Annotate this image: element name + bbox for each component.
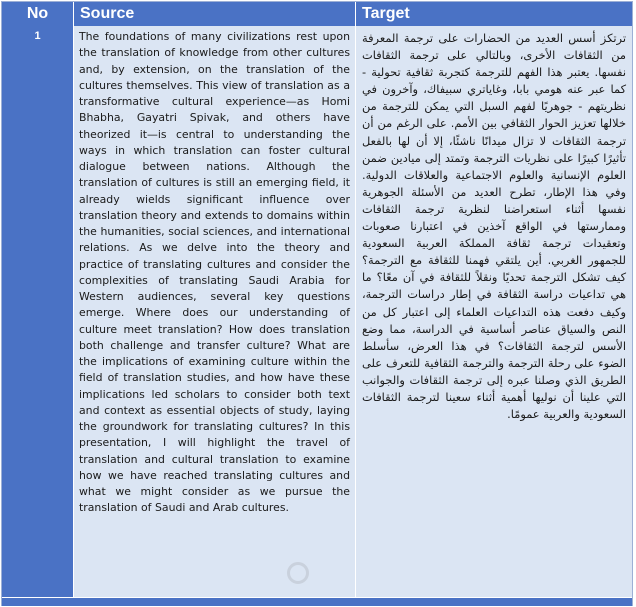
- header-source: Source: [74, 2, 356, 26]
- translation-table: [1, 1, 633, 606]
- next-row-edge: [2, 597, 632, 606]
- target-text-cell: ترتكز أسس العديد من الحضارات على ترجمة المعرفة من الثقافات الأخرى، وبالتالي على ترجمة الثقافات نفسها. يعتبر هذا الفهم للترجمة كتجربة ثقافية تحولية - كما عبر عنه هومي بابا، وغاياتري سبيفاك، وآخرون في نظريتهم - جوهريًا لفهم السبل التي يمكن للترجمة من خلالها تعزيز الحوار الثقافي بين الأمم. على الرغم من أن ترجمة الثقافات لا تزال ميدانًا ناشئًا، إلا أن لها بالفعل تأثيرًا كبيرًا على نظريات الترجمة وتمتد إلى ميادين ضمن العلوم الإنسانية والعلوم الاجتماعية والعلاقات الدولية. وفي هذا الإطار، تطرح العديد من الأسئلة الجوهرية نفسها أثناء استعراضنا لنظرية ترجمة الثقافات وممارستها في الواقع آخذين في اعتبارنا صعوبات وتعقيدات ترجمة ثقافة المملكة العربية السعودية للجمهور الغربي. أين يلتقي فهمنا للثقافة مع الترجمة؟ كيف تشكل الترجمة تحديًا ونقلاً للثقافة في آن معًا؟ ما هي تداعيات دراسة الثقافة في إطار دراسات الترجمة، وكيف دفعت هذه التداعيات العلماء إلى اعتبار كل من النص والسياق عناصر أساسية في الدراسة، مما وضع الأسس لترجمة الثقافات؟ في هذا العرض، سأسلط الضوء على رحلة الترجمة والترجمة الثقافية للتعرف على الطريق الذي وصلنا عبره إلى ترجمة الثقافات والجوانب التي علينا أن نوليها أهمية أثناء سعينا لترجمة الثقافات السعودية والعربية عمومًا.: [356, 26, 632, 597]
- header-no: No: [2, 2, 74, 26]
- header-target: Target: [362, 5, 410, 22]
- source-text-cell: The foundations of many civilizations rest upon the translation of knowledge from other cultures and, by extension, on the translation of the cultures themselves. This view of translation as a transformative cultural experience—as Homi Bhabha, Gayatri Spivak, and others have theorized it—is central to understanding the ways in which translation can foster cultural dialogue between nations. Although the translation of cultures is still an emerging field, it already wields significant influence over translation theory and extends to domains within the humanities, social sciences, and international relations. As we delve into the theory and practice of translating cultures and consider the complexities of translating Saudi Arabia for Western audiences, several key questions emerge. Where does our understanding of culture meet translation? How does translation both challenge and transfer culture? What are the implications of examining culture within the field of translation studies, and how have these implications led scholars to consider both text and context as essential objects of study, laying the groundwork for translating cultures? In this presentation, I will highlight the travel of translation and cultural translation to examine how we have reached translating cultures and what we might consider as we pursue the translation of Saudi and Arab cultures.: [74, 26, 356, 597]
- table-header-row: [2, 2, 632, 27]
- row-number-cell: [2, 26, 74, 597]
- row-number: 1: [34, 30, 41, 42]
